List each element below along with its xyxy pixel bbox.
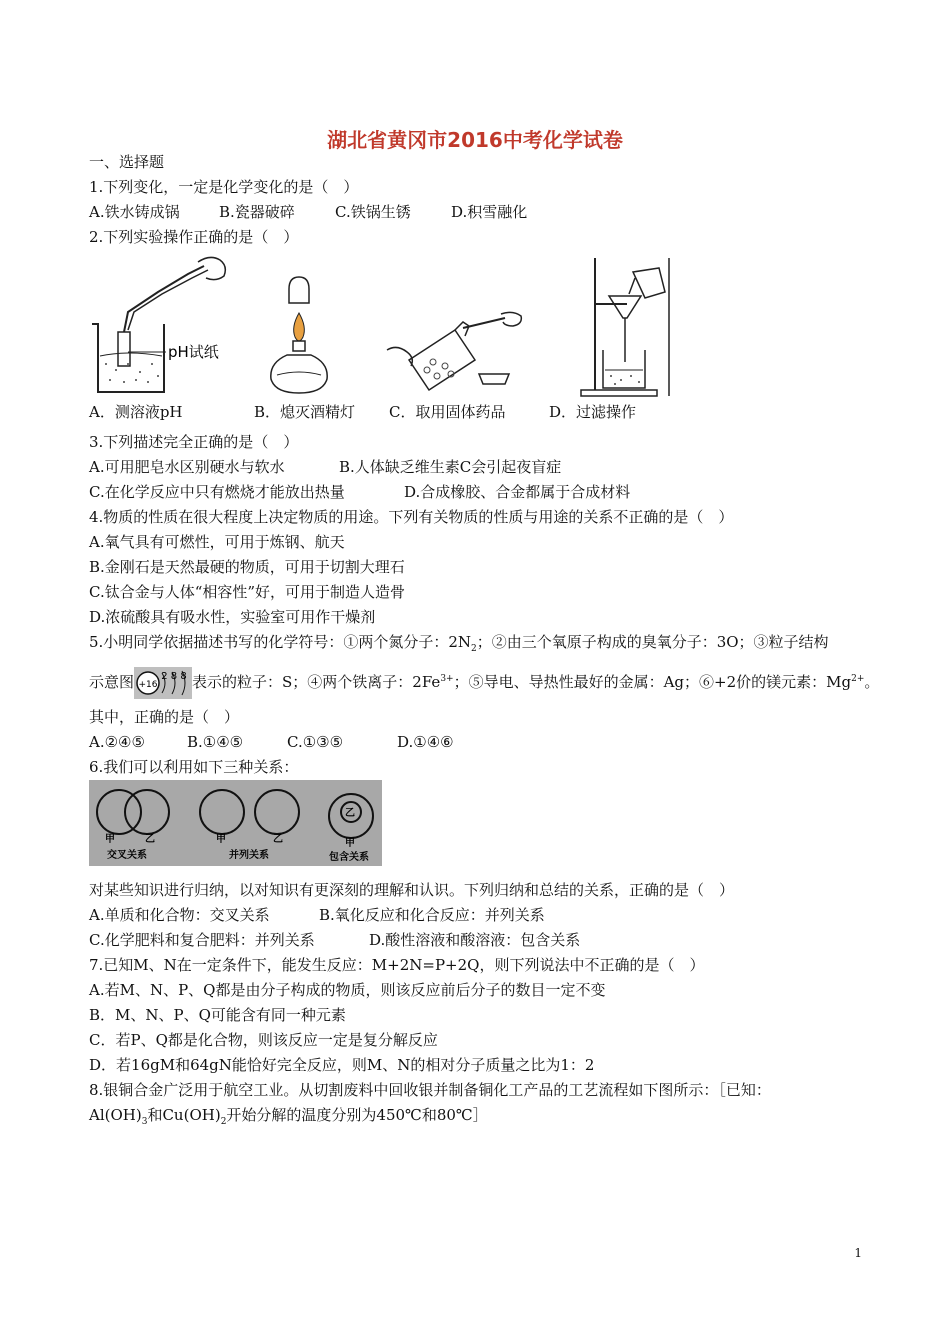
q8-line2: $Al(OH)_3$和$Cu(OH)_2$开始分解的温度分别为450℃和80℃］ bbox=[89, 1106, 488, 1127]
q7-stem: 7.已知M、N在一定条件下，能发生反应：M+2N=P+2Q，则下列说法中不正确的是（ ） bbox=[89, 956, 705, 974]
atom-structure-diagram bbox=[134, 667, 192, 699]
q5-line3: 其中，正确的是（ ） bbox=[89, 708, 240, 726]
q7-option-c: C．若P、Q都是化合物，则该反应一定是复分解反应 bbox=[89, 1031, 438, 1049]
ph-paper-label: pH试纸 bbox=[168, 343, 219, 361]
page-number: 1 bbox=[854, 1246, 862, 1260]
cross-jia-label: 甲 bbox=[105, 834, 115, 845]
q7-option-d: D．若16gM和64gN能恰好完全反应，则M、N的相对分子质量之比为1：2 bbox=[89, 1056, 595, 1074]
q3-option-b: B.人体缺乏维生素C会引起夜盲症 bbox=[339, 458, 562, 476]
ph-test-figure bbox=[88, 252, 263, 400]
parallel-yi-label: 乙 bbox=[273, 834, 283, 845]
q5-option-c: C.①③⑤ bbox=[287, 733, 344, 751]
q6-option-b: B.氧化反应和化合反应：并列关系 bbox=[319, 906, 545, 924]
parallel-relation-label: 并列关系 bbox=[229, 850, 269, 861]
q5-options bbox=[89, 732, 454, 752]
cross-yi-label: 乙 bbox=[145, 834, 155, 845]
q5-line1: 5.小明同学依据描述书写的化学符号：①两个氮分子：$2N_2$；②由三个氧原子构成的臭氧分子：3O；③粒子结构 bbox=[89, 633, 829, 654]
q1-option-a: A.铁水铸成锅 bbox=[89, 203, 180, 221]
q1-options bbox=[89, 202, 527, 222]
q3-option-d: D.合成橡胶、合金都属于合成材料 bbox=[404, 483, 631, 501]
q6-stem2: 对某些知识进行归纳，以对知识有更深刻的理解和认识。下列归纳和总结的关系，正确的是（ ） bbox=[89, 881, 735, 899]
contain-jia-label: 甲 bbox=[345, 838, 355, 849]
q2-option-d: D．过滤操作 bbox=[549, 403, 637, 421]
q1-option-d: D.积雪融化 bbox=[451, 203, 528, 221]
q6-option-a: A.单质和化合物：交叉关系 bbox=[89, 906, 270, 924]
q3-options-row2 bbox=[89, 482, 630, 502]
q6-option-d: D.酸性溶液和酸溶液：包含关系 bbox=[369, 931, 581, 949]
solid-reagent-figure bbox=[385, 300, 525, 392]
q5-option-b: B.①④⑤ bbox=[187, 733, 244, 751]
q7-option-a: A.若M、N、P、Q都是由分子构成的物质，则该反应前后分子的数目一定不变 bbox=[89, 981, 606, 999]
relation-diagram bbox=[89, 780, 382, 866]
q3-options-row1 bbox=[89, 457, 561, 477]
contain-yi-label: 乙 bbox=[345, 808, 355, 819]
alcohol-lamp-figure bbox=[263, 275, 333, 397]
q1-option-c: C.铁锅生锈 bbox=[335, 203, 411, 221]
q2-stem: 2.下列实验操作正确的是（ ） bbox=[89, 228, 299, 246]
atom-nucleus-label: +16 bbox=[138, 680, 158, 690]
q1-stem: 1.下列变化，一定是化学变化的是（ ） bbox=[89, 178, 359, 196]
q4-option-a: A.氧气具有可燃性，可用于炼钢、航天 bbox=[89, 533, 345, 551]
atom-shells-label: 2 8 8 bbox=[161, 671, 187, 682]
q2-option-a: A．测溶液pH bbox=[89, 403, 183, 421]
q8-line1: 8.银铜合金广泛用于航空工业。从切割废料中回收银并制备铜化工产品的工艺流程如下图所示：［已知： bbox=[89, 1081, 771, 1099]
q2-option-b: B．熄灭酒精灯 bbox=[254, 403, 356, 421]
section-heading: 一、选择题 bbox=[89, 153, 165, 171]
q3-stem: 3.下列描述完全正确的是（ ） bbox=[89, 433, 299, 451]
filtration-figure bbox=[575, 256, 675, 398]
q7-option-b: B．M、N、P、Q可能含有同一种元素 bbox=[89, 1006, 346, 1024]
q3-option-a: A.可用肥皂水区别硬水与软水 bbox=[89, 458, 285, 476]
q5-line2: 示意图 +16 2 8 8 表示的粒子：S；④两个铁离子：$2Fe^{3+}$；⑤导电、导热性最好的金属：Ag；⑥+2价的镁元素：$Mg^{2+}$。 bbox=[89, 667, 879, 699]
q6-option-c: C.化学肥料和复合肥料：并列关系 bbox=[89, 931, 315, 949]
q6-options-row1 bbox=[89, 905, 545, 925]
q6-options-row2 bbox=[89, 930, 580, 950]
q5-option-a: A.②④⑤ bbox=[89, 733, 145, 751]
parallel-jia-label: 甲 bbox=[216, 834, 226, 845]
q1-option-b: B.瓷器破碎 bbox=[219, 203, 295, 221]
q3-option-c: C.在化学反应中只有燃烧才能放出热量 bbox=[89, 483, 345, 501]
page-title: 湖北省黄冈市2016中考化学试卷 bbox=[327, 128, 623, 152]
q4-option-b: B.金刚石是天然最硬的物质，可用于切割大理石 bbox=[89, 558, 405, 576]
q2-options bbox=[89, 402, 636, 422]
contain-relation-label: 包含关系 bbox=[329, 852, 369, 863]
q4-stem: 4.物质的性质在很大程度上决定物质的用途。下列有关物质的性质与用途的关系不正确的是（ ） bbox=[89, 508, 734, 526]
q4-option-d: D.浓硫酸具有吸水性，实验室可用作干燥剂 bbox=[89, 608, 376, 626]
q6-stem: 6.我们可以利用如下三种关系： bbox=[89, 758, 299, 776]
q2-option-c: C．取用固体药品 bbox=[389, 403, 506, 421]
q4-option-c: C.钛合金与人体“相容性”好，可用于制造人造骨 bbox=[89, 583, 406, 601]
cross-relation-label: 交叉关系 bbox=[107, 850, 147, 861]
q5-option-d: D.①④⑥ bbox=[397, 733, 454, 751]
